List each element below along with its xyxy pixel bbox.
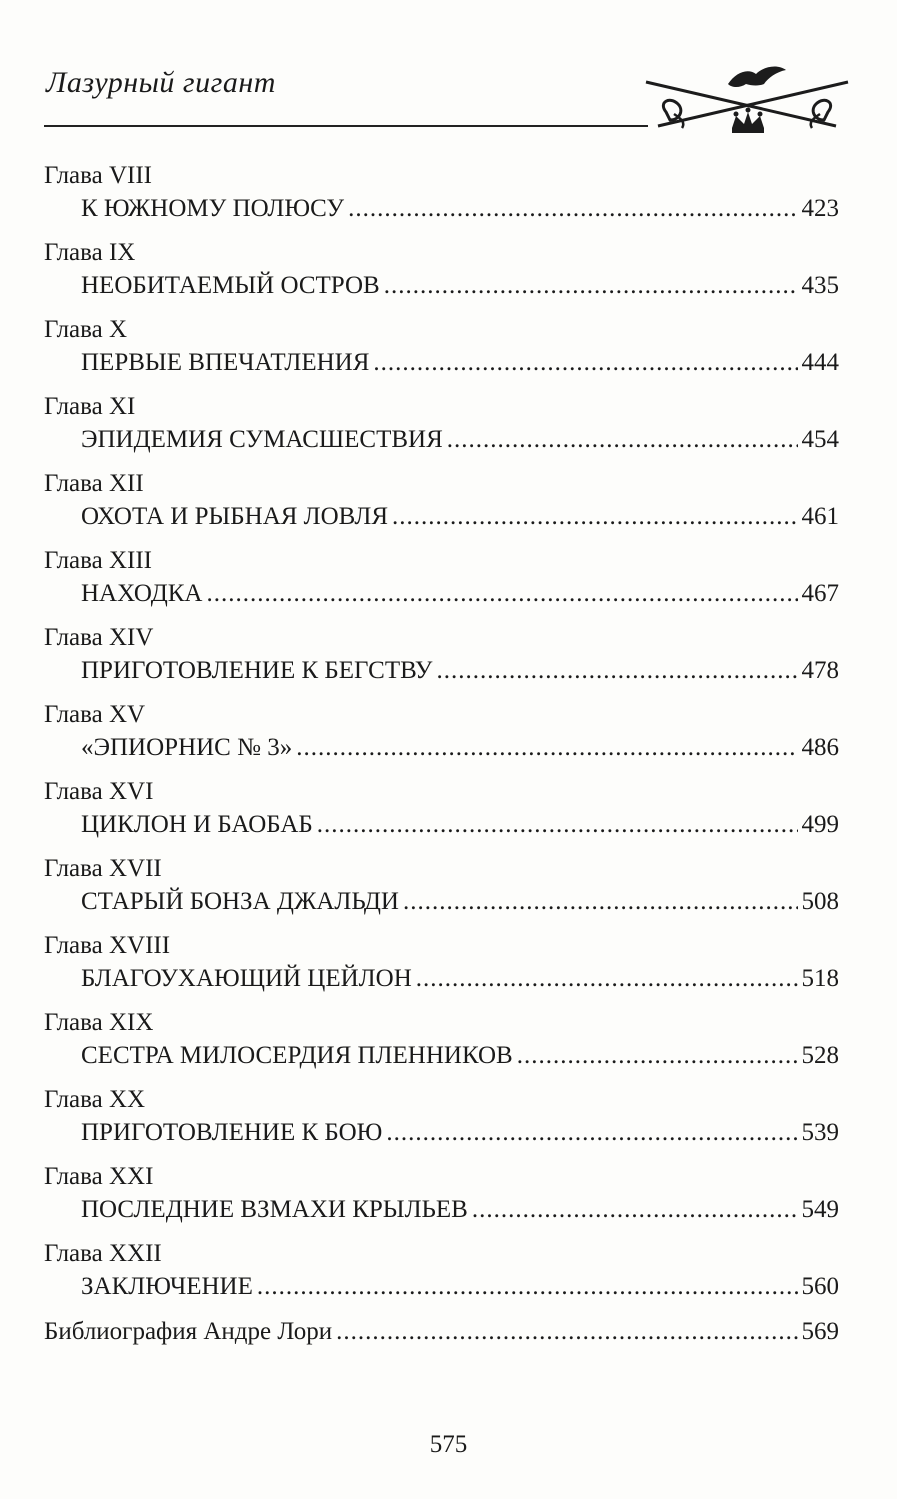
page-number: 508 — [801, 888, 839, 915]
chapter-number: Глава XVIII — [44, 932, 171, 959]
page-number: 467 — [801, 580, 839, 607]
chapter-title: ОХОТА И РЫБНАЯ ЛОВЛЯ — [81, 503, 389, 530]
chapter-title: НЕОБИТАЕМЫЙ ОСТРОВ — [81, 272, 380, 299]
page-number: 478 — [801, 657, 839, 684]
toc-entry — [81, 502, 839, 532]
chapter-number: Глава XXII — [44, 1240, 162, 1267]
chapter-number: Глава XIII — [44, 547, 152, 574]
chapter-number: Глава XIV — [44, 624, 154, 651]
toc-entry — [81, 271, 839, 301]
toc-entry — [81, 1041, 839, 1071]
dot-leader — [348, 194, 797, 224]
chapter-title: ЗАКЛЮЧЕНИЕ — [81, 1273, 253, 1300]
dot-leader — [206, 579, 797, 609]
chapter-title: ЭПИДЕМИЯ СУМАСШЕСТВИЯ — [81, 426, 443, 453]
toc-entry — [81, 810, 839, 840]
chapter-title: БЛАГОУХАЮЩИЙ ЦЕЙЛОН — [81, 965, 412, 992]
toc-chapter — [0, 1076, 897, 1153]
toc-chapter — [0, 845, 897, 922]
chapter-number: Глава XXI — [44, 1163, 154, 1190]
running-title: Лазурный гигант — [46, 66, 276, 99]
page-number: 461 — [801, 503, 839, 530]
chapter-title: ЦИКЛОН И БАОБАБ — [81, 811, 313, 838]
dot-leader — [317, 810, 798, 840]
chapter-number: Глава XV — [44, 701, 146, 728]
chapter-title: К ЮЖНОМУ ПОЛЮСУ — [81, 195, 345, 222]
toc-entry — [81, 425, 839, 455]
chapter-title: СЕСТРА МИЛОСЕРДИЯ ПЛЕННИКОВ — [81, 1042, 513, 1069]
page-number: 549 — [801, 1196, 839, 1223]
page-number: 560 — [801, 1273, 839, 1300]
toc-entry — [81, 656, 839, 686]
dot-leader — [436, 656, 797, 686]
chapter-number: Глава XVII — [44, 855, 162, 882]
bibliography-title: Библиография Андре Лори — [44, 1318, 333, 1345]
chapter-title: «ЭПИОРНИС № 3» — [81, 734, 293, 761]
dot-leader — [472, 1195, 798, 1225]
header-rule — [44, 125, 648, 127]
toc-entry — [81, 733, 839, 763]
toc-entry — [81, 1195, 839, 1225]
toc-entry — [81, 1272, 839, 1302]
toc-chapter — [0, 229, 897, 306]
toc-entry — [81, 579, 839, 609]
chapter-number: Глава VIII — [44, 162, 152, 189]
page-folio: 575 — [429, 1431, 468, 1458]
toc-chapter — [0, 383, 897, 460]
page-number: 569 — [801, 1318, 839, 1345]
table-of-contents — [0, 152, 897, 1307]
chapter-title: ПРИГОТОВЛЕНИЕ К БОЮ — [81, 1119, 383, 1146]
page-number: 499 — [801, 811, 839, 838]
dot-leader — [392, 502, 797, 532]
dot-leader — [403, 887, 798, 917]
chapter-number: Глава X — [44, 316, 128, 343]
toc-entry — [81, 1118, 839, 1148]
dot-leader — [386, 1118, 797, 1148]
toc-chapter — [0, 614, 897, 691]
dot-leader — [416, 964, 798, 994]
chapter-number: Глава XX — [44, 1086, 146, 1113]
dot-leader — [257, 1272, 798, 1302]
toc-chapter — [0, 999, 897, 1076]
crossed-swords-eagle-crown-icon — [640, 62, 855, 142]
page-number: 518 — [801, 965, 839, 992]
toc-chapter — [0, 152, 897, 229]
page-number: 539 — [801, 1119, 839, 1146]
bibliography-entry — [44, 1317, 839, 1347]
toc-entry — [81, 887, 839, 917]
chapter-number: Глава XII — [44, 470, 144, 497]
toc-chapter — [0, 306, 897, 383]
dot-leader — [336, 1317, 797, 1347]
chapter-number: Глава XIX — [44, 1009, 154, 1036]
toc-chapter — [0, 922, 897, 999]
toc-chapter — [0, 691, 897, 768]
dot-leader — [373, 348, 797, 378]
page-number: 444 — [801, 349, 839, 376]
chapter-title: НАХОДКА — [81, 580, 203, 607]
dot-leader — [384, 271, 798, 301]
toc-chapter — [0, 768, 897, 845]
chapter-number: Глава XVI — [44, 778, 154, 805]
toc-entry — [81, 348, 839, 378]
page-number: 423 — [801, 195, 839, 222]
page-number: 486 — [801, 734, 839, 761]
page-number: 528 — [801, 1042, 839, 1069]
chapter-title: СТАРЫЙ БОНЗА ДЖАЛЬДИ — [81, 888, 399, 915]
toc-chapter — [0, 1230, 897, 1307]
page-number: 454 — [801, 426, 839, 453]
chapter-number: Глава XI — [44, 393, 136, 420]
page-number: 435 — [801, 272, 839, 299]
dot-leader — [517, 1041, 798, 1071]
dot-leader — [447, 425, 798, 455]
chapter-title: ПОСЛЕДНИЕ ВЗМАХИ КРЫЛЬЕВ — [81, 1196, 468, 1223]
toc-entry — [81, 964, 839, 994]
toc-entry — [81, 194, 839, 224]
toc-chapter — [0, 460, 897, 537]
toc-chapter — [0, 1153, 897, 1230]
toc-chapter — [0, 537, 897, 614]
chapter-title: ПЕРВЫЕ ВПЕЧАТЛЕНИЯ — [81, 349, 370, 376]
chapter-number: Глава IX — [44, 239, 136, 266]
dot-leader — [296, 733, 797, 763]
chapter-title: ПРИГОТОВЛЕНИЕ К БЕГСТВУ — [81, 657, 433, 684]
